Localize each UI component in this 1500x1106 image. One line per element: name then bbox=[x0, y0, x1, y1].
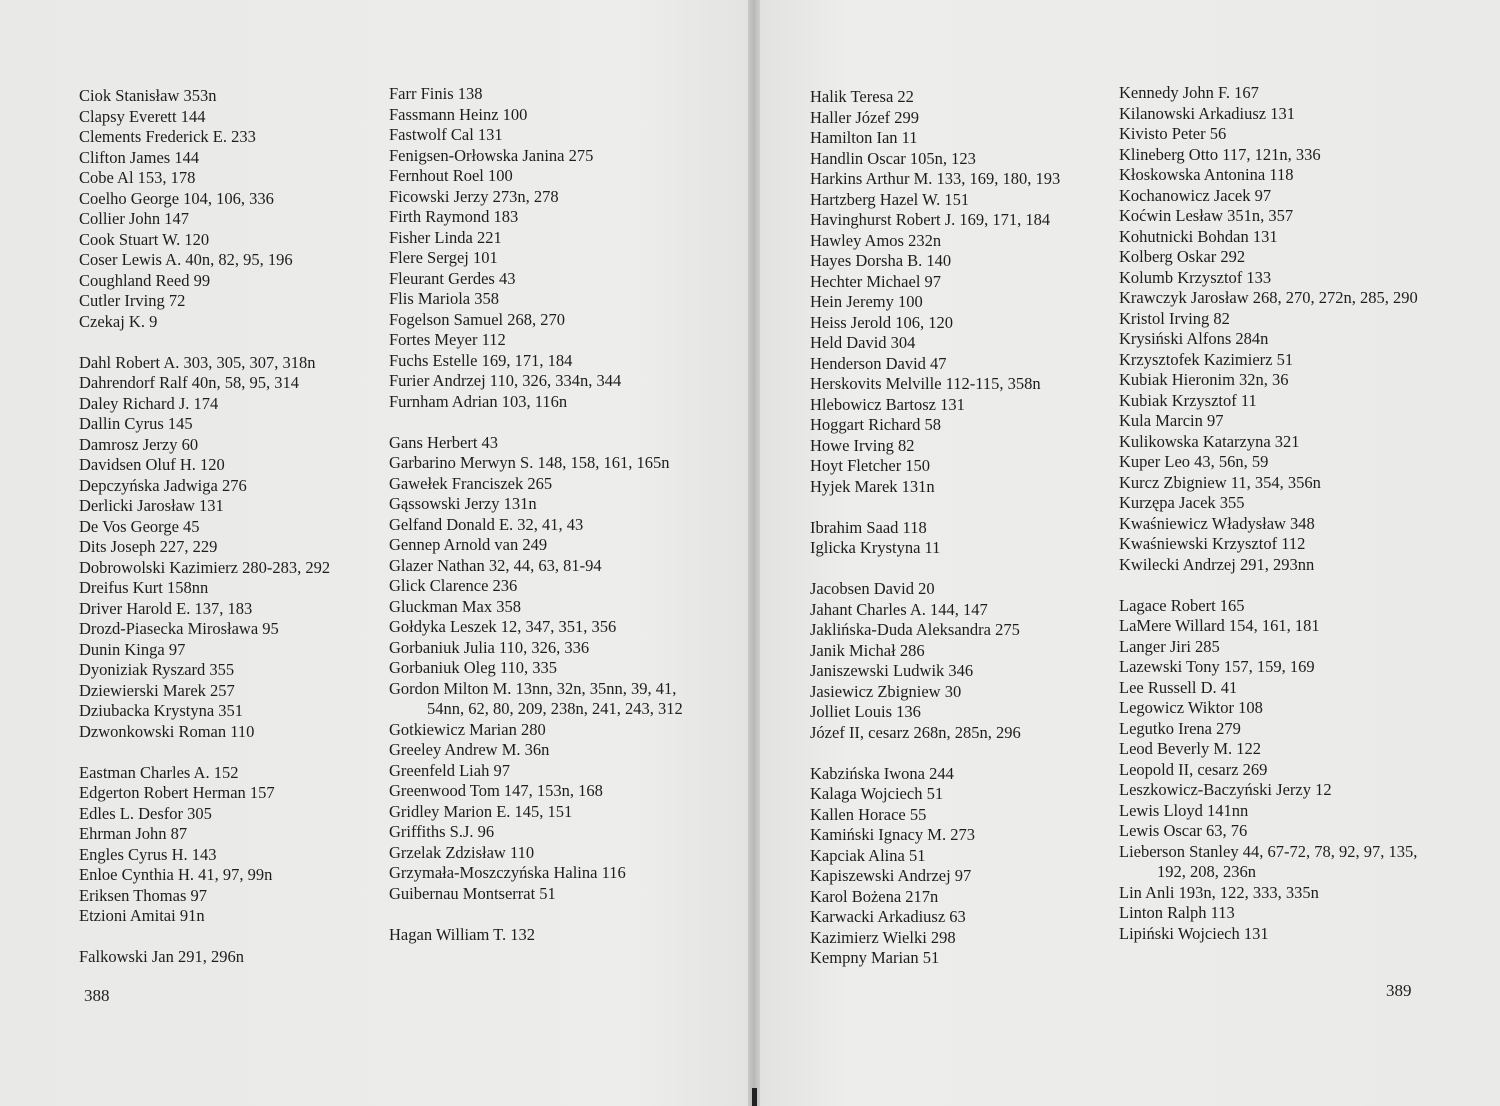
index-entry: Firth Raymond 183 bbox=[389, 207, 519, 226]
index-entry: Kochanowicz Jacek 97 bbox=[1119, 185, 1272, 205]
index-entry: Kolumb Krzysztof 133 bbox=[1119, 267, 1272, 287]
index-entry: Cobe Al 153, 178 bbox=[79, 168, 196, 187]
letter-group-spacer bbox=[1119, 575, 1419, 596]
index-entry: Heiss Jerold 106, 120 bbox=[810, 312, 953, 332]
index-entry: Fortes Meyer 112 bbox=[389, 330, 506, 349]
index-entry: Daley Richard J. 174 bbox=[79, 393, 219, 413]
index-entry: Kurcz Zbigniew 11, 354, 356n bbox=[1119, 472, 1321, 492]
index-entry: Eriksen Thomas 97 bbox=[79, 885, 208, 905]
index-entry: Hagan William T. 132 bbox=[389, 924, 535, 944]
index-entry: Depczyńska Jadwiga 276 bbox=[79, 475, 247, 495]
index-entry: Herskovits Melville 112-115, 358n bbox=[810, 374, 1041, 393]
index-entry: Jacobsen David 20 bbox=[810, 579, 935, 598]
index-entry: Glick Clarence 236 bbox=[389, 576, 518, 595]
index-entry: Dziewierski Marek 257 bbox=[79, 680, 235, 700]
index-entry: Fleurant Gerdes 43 bbox=[389, 268, 516, 288]
index-entry: Czekaj K. 9 bbox=[79, 311, 158, 331]
index-entry: Lipiński Wojciech 131 bbox=[1119, 923, 1269, 943]
letter-group-spacer bbox=[810, 559, 1100, 580]
index-entry: Kabzińska Iwona 244 bbox=[810, 763, 954, 783]
index-entry: Gorbaniuk Oleg 110, 335 bbox=[389, 658, 558, 677]
index-entry: Furier Andrzej 110, 326, 334n, 344 bbox=[389, 371, 622, 390]
index-entry: Dahrendorf Ralf 40n, 58, 95, 314 bbox=[79, 373, 299, 392]
index-entry: Kamiński Ignacy M. 273 bbox=[810, 825, 975, 844]
index-entry: Krzysztofek Kazimierz 51 bbox=[1119, 349, 1294, 369]
index-entry: Kempny Marian 51 bbox=[810, 948, 940, 967]
index-entry: Drozd-Piasecka Mirosława 95 bbox=[79, 619, 279, 638]
index-entry: Dobrowolski Kazimierz 280-283, 292 bbox=[79, 557, 331, 577]
index-entry: Kennedy John F. 167 bbox=[1119, 83, 1259, 102]
index-entry: Kilanowski Arkadiusz 131 bbox=[1119, 103, 1295, 123]
bookmark-ribbon bbox=[752, 1088, 757, 1106]
index-entry: Lazewski Tony 157, 159, 169 bbox=[1119, 657, 1315, 676]
index-entry: Kivisto Peter 56 bbox=[1119, 124, 1227, 143]
index-entry: Jaklińska-Duda Aleksandra 275 bbox=[810, 620, 1020, 639]
index-entry: Leopold II, cesarz 269 bbox=[1119, 759, 1268, 779]
index-entry: Klineberg Otto 117, 121n, 336 bbox=[1119, 144, 1321, 164]
index-entry: Eastman Charles A. 152 bbox=[79, 762, 239, 782]
index-entry: Hyjek Marek 131n bbox=[810, 476, 935, 496]
index-entry: Gotkiewicz Marian 280 bbox=[389, 719, 546, 739]
index-entry: Kubiak Hieronim 32n, 36 bbox=[1119, 370, 1289, 389]
index-entry: Hartzberg Hazel W. 151 bbox=[810, 189, 970, 209]
index-entry: Hoggart Richard 58 bbox=[810, 415, 942, 434]
index-entry: Gawełek Franciszek 265 bbox=[389, 473, 553, 493]
index-entry: Hechter Michael 97 bbox=[810, 271, 942, 291]
index-entry: Fisher Linda 221 bbox=[389, 227, 502, 247]
index-entry: Fastwolf Cal 131 bbox=[389, 125, 503, 144]
index-entry: Gans Herbert 43 bbox=[389, 432, 499, 452]
index-entry: Kuper Leo 43, 56n, 59 bbox=[1119, 452, 1269, 471]
index-entry: Dzwonkowski Roman 110 bbox=[79, 721, 255, 741]
index-entry: Leszkowicz-Baczyński Jerzy 12 bbox=[1119, 780, 1332, 799]
index-entry: Kazimierz Wielki 298 bbox=[810, 927, 956, 947]
index-entry: Flere Sergej 101 bbox=[389, 248, 498, 267]
index-entry: Howe Irving 82 bbox=[810, 435, 915, 455]
index-entry: Davidsen Oluf H. 120 bbox=[79, 455, 225, 474]
index-entry: Hawley Amos 232n bbox=[810, 230, 942, 250]
index-entry: LaMere Willard 154, 161, 181 bbox=[1119, 616, 1320, 635]
index-entry: Kurzępa Jacek 355 bbox=[1119, 493, 1245, 512]
index-entry: Krawczyk Jarosław 268, 270, 272n, 285, 290 bbox=[1119, 288, 1418, 307]
index-entry: Gluckman Max 358 bbox=[389, 596, 521, 616]
index-entry: Karol Bożena 217n bbox=[810, 886, 939, 906]
index-entry: Kwaśniewicz Władysław 348 bbox=[1119, 513, 1315, 533]
index-entry: Clapsy Everett 144 bbox=[79, 106, 206, 126]
index-entry: Gąssowski Jerzy 131n bbox=[389, 494, 537, 513]
index-entry: Enloe Cynthia H. 41, 97, 99n bbox=[79, 865, 273, 884]
index-entry: Gorbaniuk Julia 110, 326, 336 bbox=[389, 637, 590, 657]
index-entry: Lagace Robert 165 bbox=[1119, 595, 1245, 615]
index-entry: Guibernau Montserrat 51 bbox=[389, 883, 556, 903]
index-entry: Handlin Oscar 105n, 123 bbox=[810, 148, 976, 168]
index-entry: Janik Michał 286 bbox=[810, 640, 925, 660]
index-entry: Griffiths S.J. 96 bbox=[389, 822, 495, 841]
index-entry: Fuchs Estelle 169, 171, 184 bbox=[389, 350, 573, 370]
letter-group-spacer bbox=[79, 332, 369, 353]
index-entry: Lieberson Stanley 44, 67-72, 78, 92, 97, 135, 192, 208, 236n bbox=[1119, 841, 1418, 881]
index-entry: Koćwin Lesław 351n, 357 bbox=[1119, 206, 1294, 225]
index-entry: Falkowski Jan 291, 296n bbox=[79, 947, 244, 966]
index-entry: Greenwood Tom 147, 153n, 168 bbox=[389, 781, 603, 800]
index-entry: Gołdyka Leszek 12, 347, 351, 356 bbox=[389, 617, 617, 636]
index-entry: Farr Finis 138 bbox=[389, 84, 483, 103]
book-gutter bbox=[748, 0, 760, 1106]
index-entry: Flis Mariola 358 bbox=[389, 289, 499, 308]
index-entry: Iglicka Krystyna 11 bbox=[810, 538, 941, 557]
index-entry: Jolliet Louis 136 bbox=[810, 702, 921, 721]
letter-group-spacer bbox=[79, 927, 369, 948]
index-entry: Derlicki Jarosław 131 bbox=[79, 496, 224, 515]
index-entry: De Vos George 45 bbox=[79, 516, 200, 536]
index-entry: Józef II, cesarz 268n, 285n, 296 bbox=[810, 722, 1021, 742]
index-entry: Damrosz Jerzy 60 bbox=[79, 434, 199, 454]
index-column-3 bbox=[810, 87, 1100, 969]
index-entry: Fassmann Heinz 100 bbox=[389, 104, 528, 124]
index-entry: Kristol Irving 82 bbox=[1119, 308, 1230, 328]
index-entry: Collier John 147 bbox=[79, 209, 189, 228]
index-entry: Kwilecki Andrzej 291, 293nn bbox=[1119, 554, 1315, 574]
index-entry: Dunin Kinga 97 bbox=[79, 639, 186, 659]
index-entry: Greenfeld Liah 97 bbox=[389, 760, 510, 780]
index-entry: Coelho George 104, 106, 336 bbox=[79, 188, 274, 208]
index-entry: Kallen Horace 55 bbox=[810, 804, 927, 824]
letter-group-spacer bbox=[389, 412, 689, 433]
page-number-right: 389 bbox=[1386, 981, 1412, 1000]
index-entry: Etzioni Amitai 91n bbox=[79, 906, 205, 925]
index-entry: Ciok Stanisław 353n bbox=[79, 86, 217, 105]
index-entry: Dits Joseph 227, 229 bbox=[79, 537, 218, 556]
index-entry: Kapiszewski Andrzej 97 bbox=[810, 866, 972, 885]
index-entry: Grzelak Zdzisław 110 bbox=[389, 842, 535, 862]
index-entry: Dreifus Kurt 158nn bbox=[79, 578, 209, 597]
letter-group-spacer bbox=[389, 904, 689, 925]
index-entry: Dallin Cyrus 145 bbox=[79, 414, 193, 433]
index-column-4 bbox=[1119, 83, 1419, 944]
page-number-left: 388 bbox=[84, 986, 110, 1005]
index-entry: Kubiak Krzysztof 11 bbox=[1119, 390, 1257, 410]
index-entry: Gordon Milton M. 13nn, 32n, 35nn, 39, 41, 54nn, 62, 80, 209, 238n, 241, 243, 312 bbox=[389, 678, 683, 718]
index-entry: Legutko Irena 279 bbox=[1119, 718, 1241, 738]
index-entry: Gennep Arnold van 249 bbox=[389, 535, 548, 554]
index-entry: Dziubacka Krystyna 351 bbox=[79, 701, 244, 720]
index-entry: Henderson David 47 bbox=[810, 353, 947, 373]
index-entry: Garbarino Merwyn S. 148, 158, 161, 165n bbox=[389, 453, 670, 472]
index-entry: Ibrahim Saad 118 bbox=[810, 517, 927, 537]
index-entry: Fenigsen-Orłowska Janina 275 bbox=[389, 145, 594, 165]
index-entry: Kłoskowska Antonina 118 bbox=[1119, 165, 1294, 184]
index-entry: Clements Frederick E. 233 bbox=[79, 127, 256, 146]
index-entry: Karwacki Arkadiusz 63 bbox=[810, 907, 966, 926]
letter-group-spacer bbox=[810, 743, 1100, 764]
index-entry: Jasiewicz Zbigniew 30 bbox=[810, 681, 962, 701]
index-entry: Kula Marcin 97 bbox=[1119, 411, 1224, 430]
index-entry: Legowicz Wiktor 108 bbox=[1119, 698, 1263, 717]
left-page bbox=[0, 0, 748, 1106]
index-entry: Hamilton Ian 11 bbox=[810, 128, 918, 147]
index-column-2 bbox=[389, 84, 689, 945]
index-entry: Ehrman John 87 bbox=[79, 824, 188, 843]
index-entry: Fogelson Samuel 268, 270 bbox=[389, 309, 565, 329]
index-entry: Edgerton Robert Herman 157 bbox=[79, 783, 275, 802]
letter-group-spacer bbox=[810, 497, 1100, 518]
index-column-1 bbox=[79, 86, 369, 968]
index-entry: Lee Russell D. 41 bbox=[1119, 677, 1238, 697]
index-entry: Kwaśniewski Krzysztof 112 bbox=[1119, 534, 1306, 553]
index-entry: Havinghurst Robert J. 169, 171, 184 bbox=[810, 210, 1051, 229]
index-entry: Janiszewski Ludwik 346 bbox=[810, 661, 974, 680]
index-entry: Hoyt Fletcher 150 bbox=[810, 456, 931, 475]
index-entry: Krysiński Alfons 284n bbox=[1119, 329, 1269, 348]
index-entry: Cutler Irving 72 bbox=[79, 291, 186, 310]
index-entry: Engles Cyrus H. 143 bbox=[79, 844, 217, 864]
letter-group-spacer bbox=[79, 742, 369, 763]
index-entry: Hlebowicz Bartosz 131 bbox=[810, 394, 965, 414]
index-entry: Dyoniziak Ryszard 355 bbox=[79, 660, 235, 679]
right-page bbox=[760, 0, 1500, 1106]
index-entry: Harkins Arthur M. 133, 169, 180, 193 bbox=[810, 169, 1061, 188]
index-entry: Cook Stuart W. 120 bbox=[79, 229, 210, 249]
index-entry: Kolberg Oskar 292 bbox=[1119, 247, 1246, 266]
index-entry: Langer Jiri 285 bbox=[1119, 636, 1220, 656]
index-entry: Gelfand Donald E. 32, 41, 43 bbox=[389, 514, 584, 534]
index-entry: Ficowski Jerzy 273n, 278 bbox=[389, 186, 559, 206]
index-entry: Grzymała-Moszczyńska Halina 116 bbox=[389, 863, 626, 882]
index-entry: Kapciak Alina 51 bbox=[810, 845, 926, 865]
index-entry: Lin Anli 193n, 122, 333, 335n bbox=[1119, 882, 1319, 902]
index-entry: Haller Józef 299 bbox=[810, 107, 920, 127]
index-entry: Coser Lewis A. 40n, 82, 95, 196 bbox=[79, 250, 293, 269]
index-entry: Lewis Lloyd 141nn bbox=[1119, 800, 1249, 820]
index-entry: Hayes Dorsha B. 140 bbox=[810, 251, 952, 270]
index-entry: Linton Ralph 113 bbox=[1119, 903, 1235, 922]
index-entry: Leod Beverly M. 122 bbox=[1119, 739, 1262, 758]
index-entry: Hein Jeremy 100 bbox=[810, 292, 923, 311]
index-entry: Kalaga Wojciech 51 bbox=[810, 784, 944, 803]
index-entry: Lewis Oscar 63, 76 bbox=[1119, 821, 1248, 840]
index-entry: Greeley Andrew M. 36n bbox=[389, 740, 550, 759]
index-entry: Gridley Marion E. 145, 151 bbox=[389, 801, 573, 821]
index-entry: Coughland Reed 99 bbox=[79, 270, 211, 290]
index-entry: Glazer Nathan 32, 44, 63, 81-94 bbox=[389, 555, 602, 575]
index-entry: Held David 304 bbox=[810, 333, 916, 352]
index-entry: Kulikowska Katarzyna 321 bbox=[1119, 431, 1300, 451]
index-entry: Driver Harold E. 137, 183 bbox=[79, 598, 253, 618]
index-entry: Dahl Robert A. 303, 305, 307, 318n bbox=[79, 352, 316, 372]
index-entry: Halik Teresa 22 bbox=[810, 87, 914, 106]
index-entry: Clifton James 144 bbox=[79, 147, 200, 167]
index-entry: Jahant Charles A. 144, 147 bbox=[810, 599, 988, 619]
index-entry: Fernhout Roel 100 bbox=[389, 166, 513, 185]
index-entry: Furnham Adrian 103, 116n bbox=[389, 391, 568, 411]
index-entry: Kohutnicki Bohdan 131 bbox=[1119, 226, 1278, 246]
index-entry: Edles L. Desfor 305 bbox=[79, 803, 212, 823]
